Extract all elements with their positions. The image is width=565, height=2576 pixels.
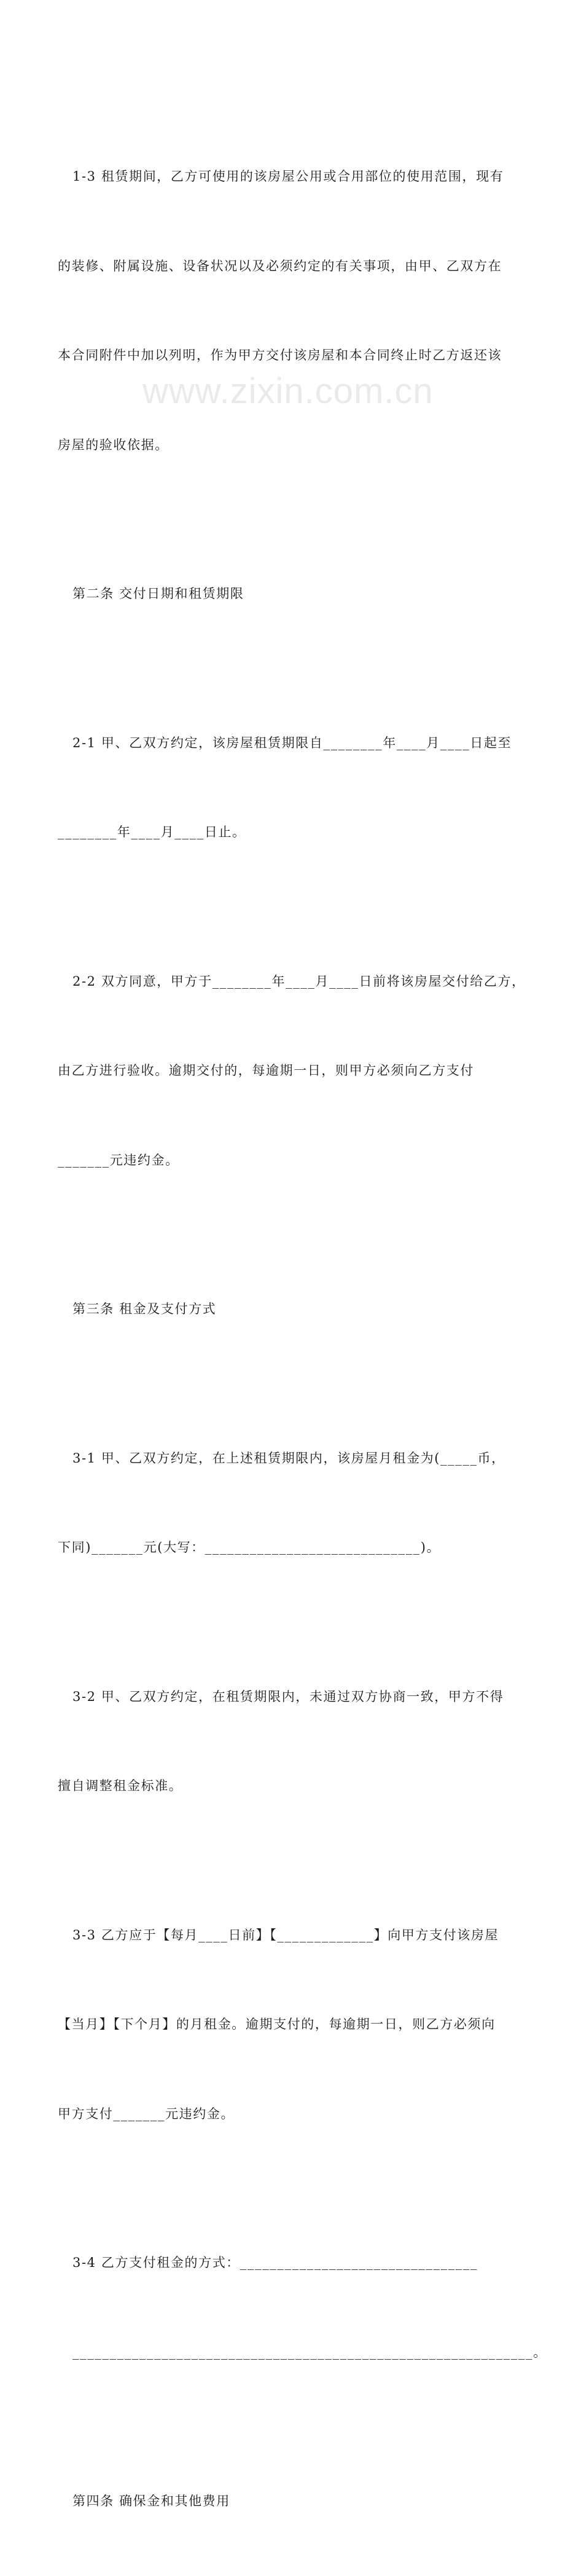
document-body	[58, 102, 547, 2576]
text-line: 的装修、附属设施、设备状况以及必须约定的有关事项，由甲、乙双方在	[58, 258, 502, 273]
text-line: 2-2 双方同意，甲方于________年____月____日前将该房屋交付给乙方，	[72, 973, 526, 989]
clause-2-2	[58, 907, 526, 1235]
article-3-heading	[58, 1235, 512, 1384]
text-line: 1-3 租赁期间，乙方可使用的该房屋公用或合用部位的使用范围，现有	[72, 169, 504, 184]
text-line: 2-1 甲、乙双方约定，该房屋租赁期限自________年____月____日起至	[72, 735, 512, 750]
text-line: 擅自调整租金标准。	[58, 1778, 183, 1793]
clause-1-3	[58, 102, 512, 519]
text-line: 下同)_______元(大写：_____________________________)。	[58, 1540, 441, 1555]
text-line: 甲方支付_______元违约金。	[58, 2106, 235, 2121]
text-line: 3-2 甲、乙双方约定，在租赁期限内，未通过双方协商一致，甲方不得	[72, 1689, 504, 1704]
text-line: 由乙方进行验收。逾期交付的，每逾期一日，则甲方必须向乙方支付	[58, 1063, 474, 1078]
watermark: www.zixin.com.cn	[142, 371, 434, 411]
text-line: _______元违约金。	[58, 1152, 179, 1168]
text-line: ______________________________________________________________。	[72, 2344, 547, 2360]
article-2-heading	[58, 519, 512, 669]
clause-3-1	[58, 1384, 512, 1622]
text-line: ________年____月____日止。	[58, 825, 246, 839]
heading-line: 第四条 确保金和其他费用	[72, 2494, 230, 2508]
text-line: 房屋的验收依据。	[58, 437, 169, 452]
clause-2-1	[58, 669, 512, 907]
clause-3-4	[58, 2188, 547, 2427]
heading-line: 第二条 交付日期和租赁期限	[72, 586, 244, 601]
heading-line: 第三条 租金及支付方式	[72, 1302, 217, 1316]
text-line: 3-3 乙方应于【每月____日前】【_____________】向甲方支付该房屋	[72, 1927, 499, 1942]
text-line: 3-4 乙方支付租金的方式：________________________________	[72, 2255, 478, 2270]
text-line: 3-1 甲、乙双方约定，在上述租赁期限内，该房屋月租金为(_____币，	[72, 1450, 505, 1466]
clause-3-2	[58, 1622, 512, 1861]
clause-3-3	[58, 1861, 512, 2189]
article-4-heading	[58, 2427, 512, 2576]
text-line: 【当月】【下个月】的月租金。逾期支付的，每逾期一日，则乙方必须向	[58, 2017, 496, 2032]
text-line: 本合同附件中加以列明，作为甲方交付该房屋和本合同终止时乙方返还该	[58, 348, 502, 363]
